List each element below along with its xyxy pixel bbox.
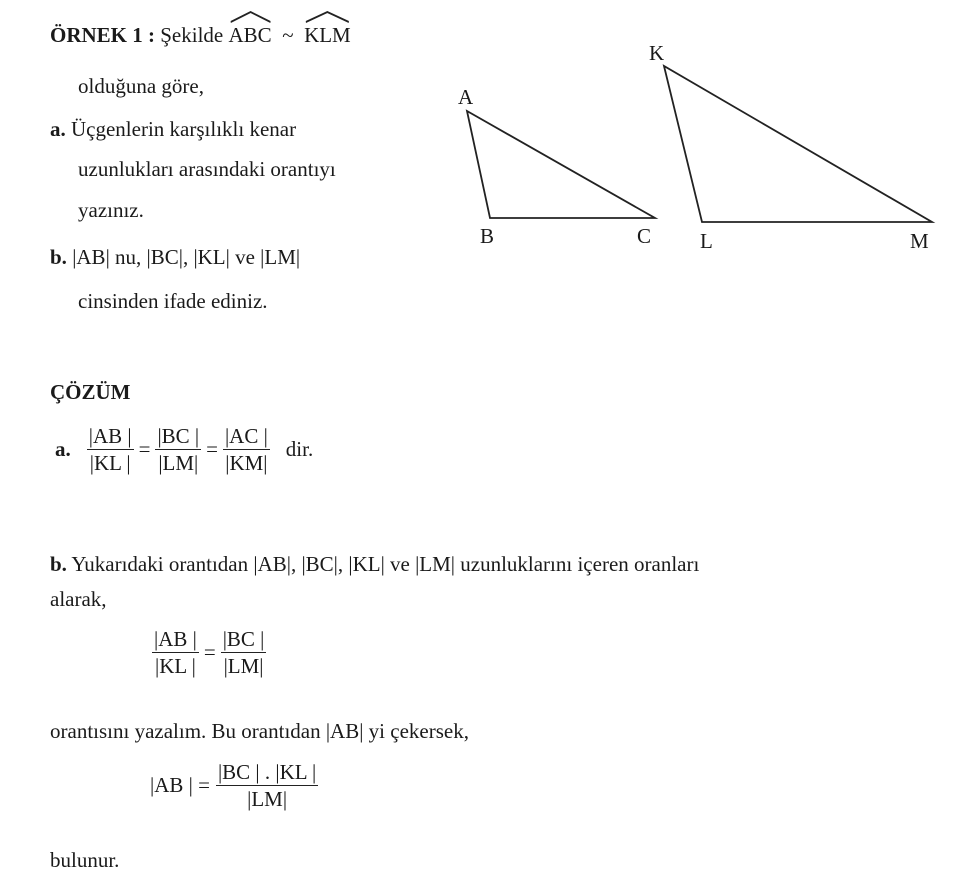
fraction-bc-lm: $\frac{|BC |}{|LM|}$ bbox=[157, 424, 200, 476]
part-b-line1: b. |AB| nu, |BC|, |KL| ve |LM| bbox=[50, 245, 301, 269]
triangle-abc-symbol: ABC bbox=[229, 23, 272, 48]
equation-a: a. $\frac{|AB |}{|KL |}$ = $\frac{|BC |}{|LM|}$ = $\frac{|AC |}{|KM|}$ dir. bbox=[55, 424, 314, 476]
vertex-label-c: C bbox=[637, 224, 652, 248]
triangles-figure bbox=[440, 35, 960, 265]
triangle-abc bbox=[467, 111, 655, 218]
example-title-line bbox=[50, 23, 351, 48]
part-a-line1: a. Üçgenlerin karşılıklı kenar bbox=[50, 117, 297, 141]
part-b-line2: cinsinden ifade ediniz. bbox=[78, 289, 268, 313]
fraction-ab-kl: $\frac{|AB |}{|KL |}$ bbox=[88, 424, 132, 476]
solution-b-line1: b. Yukarıdaki orantıdan |AB|, |BC|, |KL| ve |LM| uzunluklarını içeren oranları bbox=[50, 552, 700, 576]
triangle-klm-symbol: KLM bbox=[304, 23, 351, 48]
fraction-bc-lm-2: $\frac{|BC |}{|LM|}$ bbox=[222, 627, 265, 679]
fraction-result: $\frac{|BC | . |KL |}{|LM|}$ bbox=[217, 760, 317, 812]
equation-ab-result bbox=[150, 760, 320, 811]
solution-heading: ÇÖZÜM bbox=[50, 380, 131, 404]
result-lhs: |AB | = bbox=[150, 773, 210, 798]
solution-b-marker: b. bbox=[50, 552, 67, 576]
part-a-marker: a. bbox=[50, 117, 66, 141]
part-b-marker: b. bbox=[50, 245, 67, 269]
vertex-label-k: K bbox=[649, 41, 665, 65]
vertex-label-b: B bbox=[480, 224, 495, 248]
fraction-ac-km: $\frac{|AC |}{|KM|}$ bbox=[224, 424, 268, 476]
example-lead: Şekilde bbox=[160, 23, 224, 47]
solution-text3: orantısını yazalım. Bu orantıdan |AB| yi çekersek, bbox=[50, 719, 469, 743]
solution-text4: bulunur. bbox=[50, 848, 120, 872]
solution-b-line2: alarak, bbox=[50, 587, 107, 611]
part-a-line2: uzunlukları arasındaki orantıyı bbox=[78, 157, 336, 181]
part-a-line3: yazınız. bbox=[78, 198, 144, 222]
fraction-ab-kl-2: $\frac{|AB |}{|KL |}$ bbox=[154, 627, 197, 679]
solution-a-marker: a. bbox=[55, 437, 71, 462]
equation-suffix: dir. bbox=[285, 437, 314, 462]
equation-b-ratio: $\frac{|AB |}{|KL |}$ = $\frac{|BC |}{|LM|}$ bbox=[154, 627, 265, 679]
example-heading: ÖRNEK 1 : bbox=[50, 23, 155, 47]
example-line2: olduğuna göre, bbox=[78, 74, 204, 98]
vertex-label-m: M bbox=[910, 229, 929, 253]
similar-symbol: ~ bbox=[282, 23, 294, 47]
vertex-label-l: L bbox=[700, 229, 713, 253]
triangle-klm bbox=[664, 66, 932, 222]
vertex-label-a: A bbox=[458, 85, 474, 109]
